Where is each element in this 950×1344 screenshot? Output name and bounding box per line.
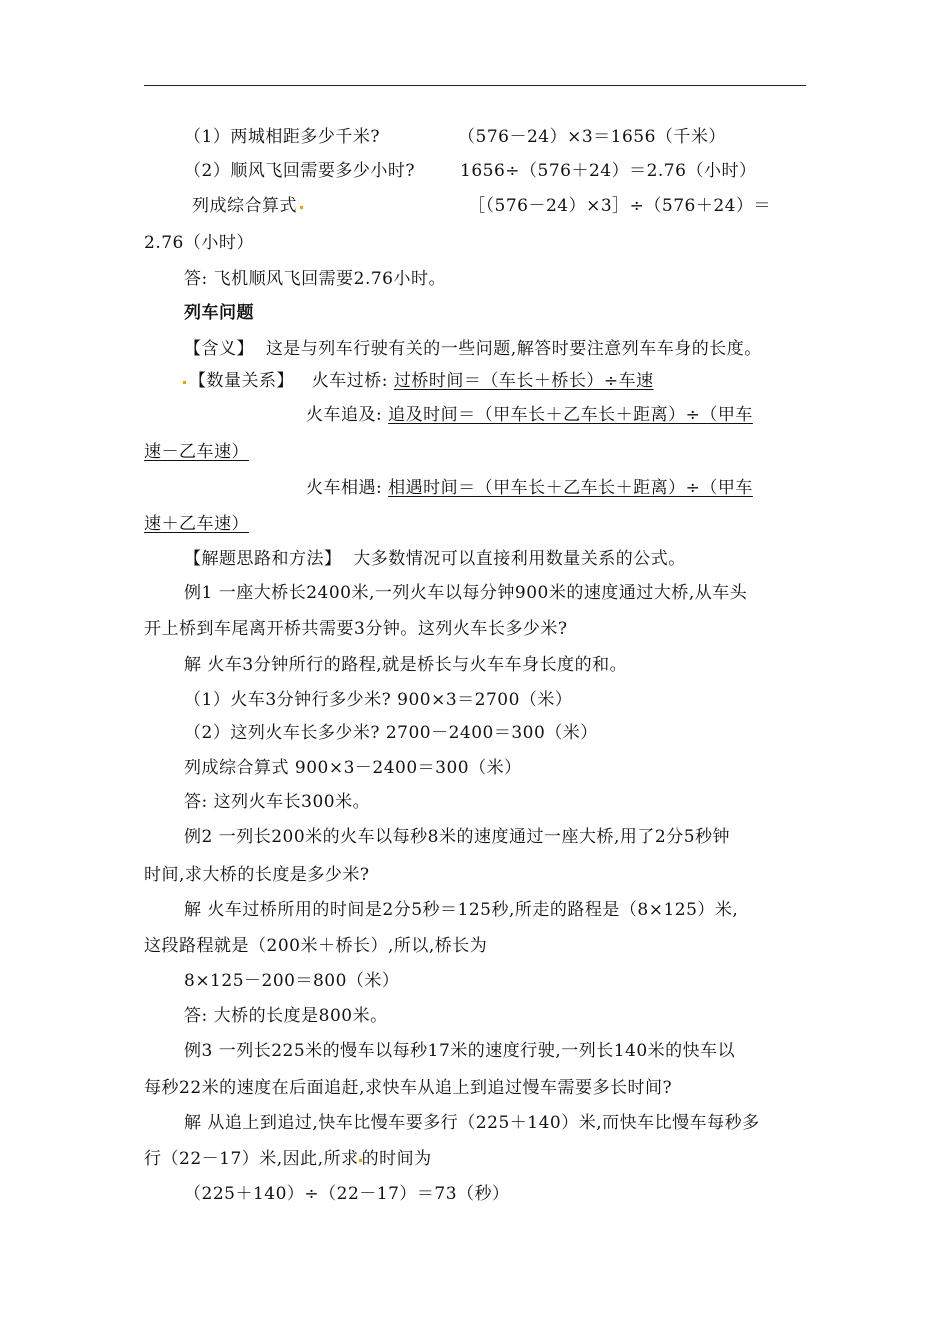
formula-chase: 追及时间＝（甲车长＋乙车长＋距离）÷（甲车: [388, 405, 753, 425]
meaning-line: 【含义】 这是与列车行驶有关的一些问题,解答时要注意列车车身的长度。: [184, 339, 762, 359]
q1-formula: （576－24）×3＝1656（千米）: [458, 127, 726, 147]
example2-line2: 时间,求大桥的长度是多少米?: [144, 865, 370, 885]
header-rule: [144, 85, 806, 86]
formula-meet: 相遇时间＝（甲车长＋乙车长＋距离）÷（甲车: [388, 478, 753, 498]
mark-dot: [300, 206, 303, 209]
answer-1: 答: 飞机顺风飞回需要2.76小时。: [184, 269, 446, 289]
example2-line1: 例2 一列长200米的火车以每秒8米的速度通过一座大桥,用了2分5秒钟: [184, 827, 731, 847]
example3-solution-1: 解 从追上到追过,快车比慢车要多行（225＋140）米,而快车比慢车每秒多: [184, 1113, 760, 1133]
example1-solution: 解 火车3分钟所行的路程,就是桥长与火车车身长度的和。: [184, 655, 628, 675]
combined-result: 2.76（小时）: [144, 233, 254, 253]
example3-calc: （225＋140）÷（22－17）＝73（秒）: [184, 1184, 510, 1204]
formula-meet-cont: 速＋乙车速）: [144, 514, 249, 534]
formula-bridge: 过桥时间＝（车长＋桥长）÷车速: [393, 371, 654, 391]
combined-label: 列成综合算式: [192, 195, 306, 217]
example3-line1: 例3 一列长225米的慢车以每秒17米的速度行驶,一列长140米的快车以: [184, 1041, 736, 1061]
q2-text: （2）顺风飞回需要多少小时?: [184, 161, 415, 181]
example2-answer: 答: 大桥的长度是800米。: [184, 1006, 388, 1026]
example2-solution-2: 这段路程就是（200米＋桥长）,所以,桥长为: [144, 936, 488, 956]
relation-line-2: 火车追及: 追及时间＝（甲车长＋乙车长＋距离）÷（甲车: [306, 405, 753, 425]
example3-solution-2: 行（22－17）米,因此,所求 的时间为: [144, 1149, 432, 1169]
example1-step2: （2）这列火车长多少米? 2700－2400＝300（米）: [184, 723, 598, 743]
formula-chase-cont: 速－乙车速）: [144, 442, 249, 462]
mark-dot: [183, 381, 186, 384]
example2-calc: 8×125－200＝800（米）: [184, 971, 400, 991]
q1-text: （1）两城相距多少千米?: [184, 127, 380, 147]
example1-step1: （1）火车3分钟行多少米? 900×3＝2700（米）: [184, 690, 573, 710]
method-line: 【解题思路和方法】 大多数情况可以直接利用数量关系的公式。: [184, 549, 686, 569]
relation-line-3: 火车相遇: 相遇时间＝（甲车长＋乙车长＋距离）÷（甲车: [306, 478, 753, 498]
combined-formula: ［（576－24）×3］÷（576＋24）＝: [468, 196, 771, 216]
q2-formula: 1656÷（576＋24）＝2.76（小时）: [460, 161, 757, 181]
section-heading: 列车问题: [184, 303, 254, 323]
example3-line2: 每秒22米的速度在后面追赶,求快车从追上到追过慢车需要多长时间?: [144, 1078, 673, 1098]
example1-line2: 开上桥到车尾离开桥共需要3分钟。这列火车长多少米?: [144, 619, 568, 639]
example1-answer: 答: 这列火车长300米。: [184, 792, 371, 812]
example1-line1: 例1 一座大桥长2400米,一列火车以每分钟900米的速度通过大桥,从车头: [184, 583, 748, 603]
example2-solution-1: 解 火车过桥所用的时间是2分5秒＝125秒,所走的路程是（8×125）米,: [184, 900, 739, 920]
relation-line-1: 【数量关系】 火车过桥: 过桥时间＝（车长＋桥长）÷车速: [180, 370, 654, 392]
example1-combined: 列成综合算式 900×3－2400＝300（米）: [184, 758, 522, 778]
